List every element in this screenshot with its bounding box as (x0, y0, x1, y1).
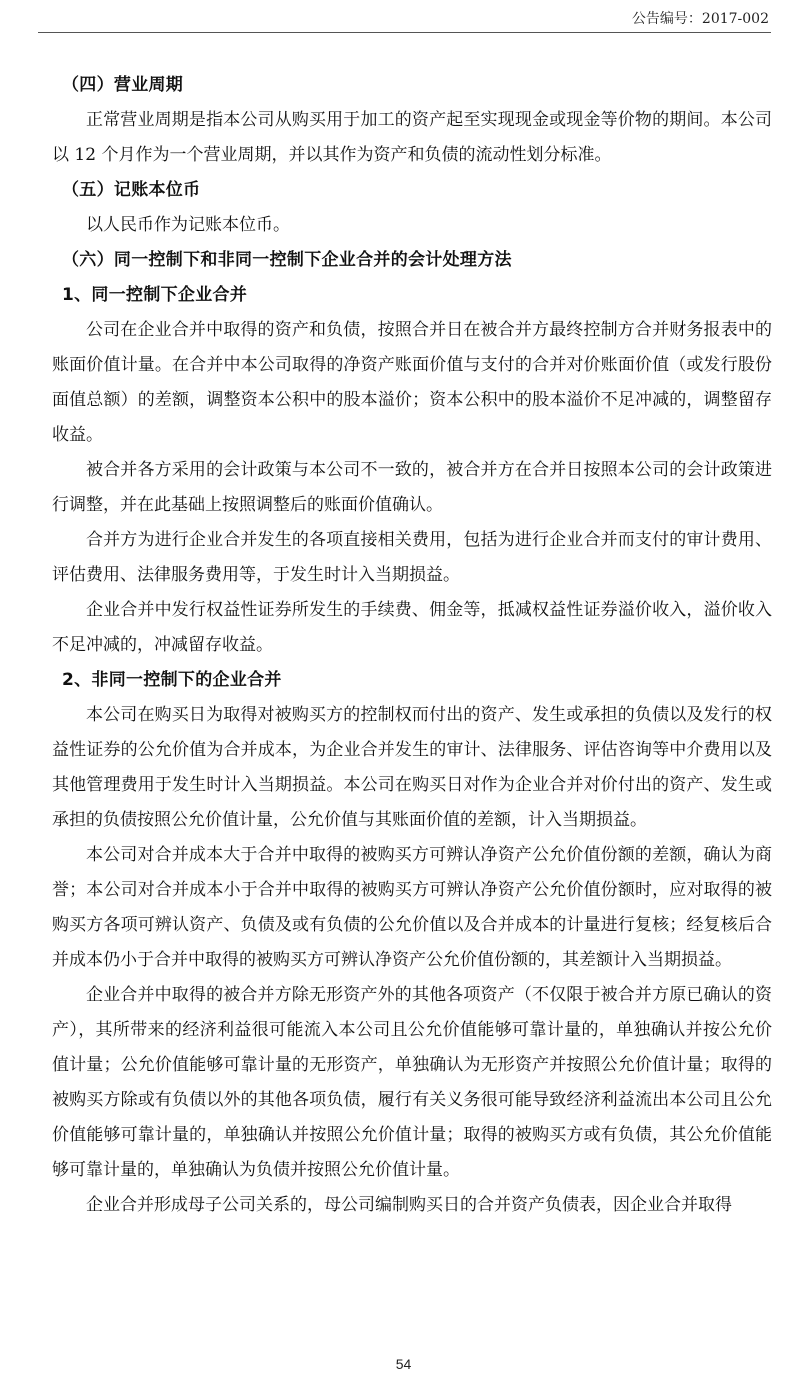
paragraph: 被合并各方采用的会计政策与本公司不一致的，被合并方在合并日按照本公司的会计政策进行调整，并在此基础上按照调整后的账面价值确认。 (52, 460, 772, 515)
paragraph: 公司在企业合并中取得的资产和负债，按照合并日在被合并方最终控制方合并财务报表中的账面价值计量。在合并中本公司取得的净资产账面价值与支付的合并对价账面价值（或发行股份面值总额）的差额，调整资本公积中的股本溢价；资本公积中的股本溢价不足冲减的，调整留存收益。 (52, 320, 772, 445)
paragraph: 企业合并中取得的被合并方除无形资产外的其他各项资产（不仅限于被合并方原已确认的资产），其所带来的经济利益很可能流入本公司且公允价值能够可靠计量的，单独确认并按公允价值计量；公允价值能够可靠计量的无形资产，单独确认为无形资产并按照公允价值计量；取得的被购买方除或有负债以外的其他各项负债，履行有关义务很可能导致经济利益流出本公司且公允价值能够可靠计量的，单独确认并按照公允价值计量；取得的被购买方或有负债，其公允价值能够可靠计量的，单独确认为负债并按照公允价值计量。 (52, 985, 772, 1180)
paragraph: 本公司在购买日为取得对被购买方的控制权而付出的资产、发生或承担的负债以及发行的权益性证券的公允价值为合并成本，为企业合并发生的审计、法律服务、评估咨询等中介费用以及其他管理费用于发生时计入当期损益。本公司在购买日对作为企业合并对价付出的资产、发生或承担的负债按照公允价值计量，公允价值与其账面价值的差额，计入当期损益。 (52, 705, 772, 830)
paragraph: 合并方为进行企业合并发生的各项直接相关费用，包括为进行企业合并而支付的审计费用、评估费用、法律服务费用等，于发生时计入当期损益。 (52, 530, 772, 585)
document-body (52, 68, 772, 1223)
paragraph: 企业合并中发行权益性证券所发生的手续费、佣金等，抵减权益性证券溢价收入，溢价收入不足冲减的，冲减留存收益。 (52, 600, 772, 655)
announcement-number: 公告编号：2017-002 (631, 11, 769, 27)
paragraph: 以人民币作为记账本位币。 (86, 215, 290, 235)
paragraph: 正常营业周期是指本公司从购买用于加工的资产起至实现现金或现金等价物的期间。本公司以 12 个月作为一个营业周期，并以其作为资产和负债的流动性划分标准。 (52, 110, 772, 165)
section-heading-business-combination: （六）同一控制下和非同一控制下企业合并的会计处理方法 (62, 250, 512, 270)
subheading-non-common-control: 2、非同一控制下的企业合并 (62, 670, 282, 690)
section-heading-operating-cycle: （四）营业周期 (62, 75, 184, 95)
page-number: 54 (395, 1356, 412, 1372)
subheading-common-control: 1、同一控制下企业合并 (62, 285, 248, 305)
paragraph: 企业合并形成母子公司关系的，母公司编制购买日的合并资产负债表，因企业合并取得 (86, 1195, 732, 1215)
paragraph: 本公司对合并成本大于合并中取得的被购买方可辨认净资产公允价值份额的差额，确认为商誉；本公司对合并成本小于合并中取得的被购买方可辨认净资产公允价值份额时，应对取得的被购买方各项可辨认资产、负债及或有负债的公允价值以及合并成本的计量进行复核；经复核后合并成本仍小于合并中取得的被购买方可辨认净资产公允价值份额的，其差额计入当期损益。 (52, 845, 772, 970)
header-divider (38, 32, 771, 33)
section-heading-functional-currency: （五）记账本位币 (62, 180, 201, 200)
